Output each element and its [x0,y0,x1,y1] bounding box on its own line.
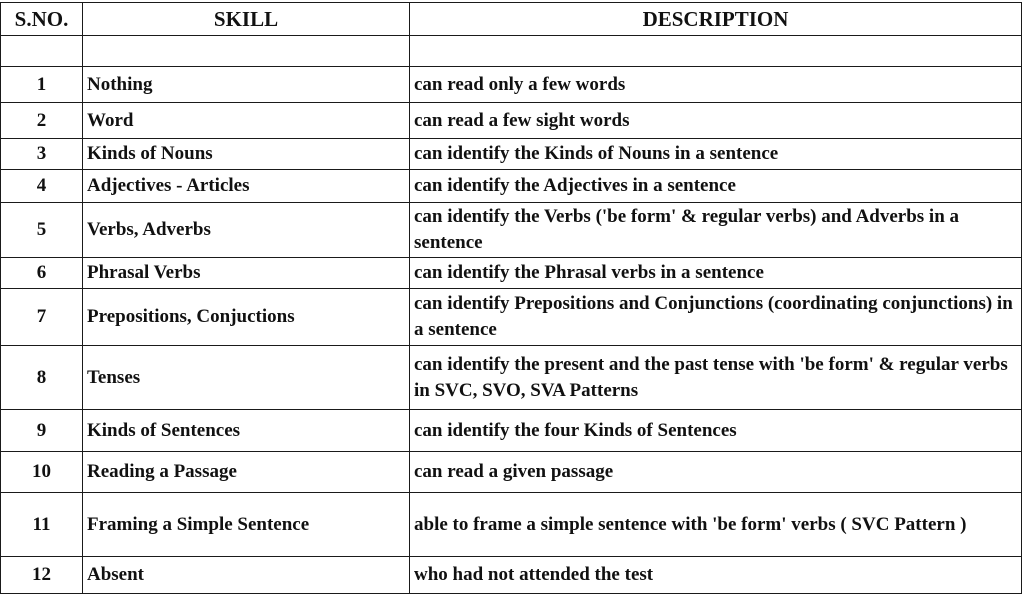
skill-cell[interactable]: Nothing [83,67,410,103]
table-row [1,346,1022,410]
table-row [1,258,1022,289]
table-row [1,410,1022,452]
description-cell[interactable]: can identify the Adjectives in a sentence [410,170,1022,203]
table-row [1,452,1022,493]
skill-cell[interactable]: Framing a Simple Sentence [83,493,410,557]
description-cell[interactable]: can read a given passage [410,452,1022,493]
description-cell[interactable]: can read only a few words [410,67,1022,103]
skill-cell[interactable]: Absent [83,557,410,594]
description-cell[interactable]: can identify the present and the past tense with 'be form' & regular verbs in SVC, SVO, SVA Patterns [410,346,1022,410]
header-skill[interactable]: SKILL [83,3,410,36]
sno-cell[interactable]: 1 [1,67,83,103]
description-cell[interactable]: can read a few sight words [410,103,1022,139]
sno-cell[interactable]: 5 [1,203,83,258]
empty-cell[interactable] [1,36,83,67]
header-row [1,3,1022,36]
skill-cell[interactable]: Word [83,103,410,139]
sno-cell[interactable]: 10 [1,452,83,493]
empty-cell[interactable] [83,36,410,67]
table-row [1,557,1022,594]
header-description[interactable]: DESCRIPTION [410,3,1022,36]
table-row [1,203,1022,258]
table-row [1,493,1022,557]
sno-cell[interactable]: 8 [1,346,83,410]
description-cell[interactable]: able to frame a simple sentence with 'be form' verbs ( SVC Pattern ) [410,493,1022,557]
description-cell[interactable]: who had not attended the test [410,557,1022,594]
skill-cell[interactable]: Kinds of Nouns [83,139,410,170]
skill-cell[interactable]: Kinds of Sentences [83,410,410,452]
sno-cell[interactable]: 7 [1,289,83,346]
skill-cell[interactable]: Adjectives - Articles [83,170,410,203]
sno-cell[interactable]: 2 [1,103,83,139]
table-row [1,139,1022,170]
skill-cell[interactable]: Verbs, Adverbs [83,203,410,258]
description-cell[interactable]: can identify the Kinds of Nouns in a sentence [410,139,1022,170]
table-row [1,67,1022,103]
table-row [1,170,1022,203]
skill-cell[interactable]: Reading a Passage [83,452,410,493]
table-row [1,289,1022,346]
sno-cell[interactable]: 4 [1,170,83,203]
description-cell[interactable]: can identify Prepositions and Conjunctions (coordinating conjunctions) in a sentence [410,289,1022,346]
sno-cell[interactable]: 9 [1,410,83,452]
description-cell[interactable]: can identify the Phrasal verbs in a sentence [410,258,1022,289]
skill-cell[interactable]: Phrasal Verbs [83,258,410,289]
table-body [1,36,1022,594]
table-row [1,103,1022,139]
skills-table [0,2,1022,594]
sno-cell[interactable]: 6 [1,258,83,289]
description-cell[interactable]: can identify the Verbs ('be form' & regular verbs) and Adverbs in a sentence [410,203,1022,258]
header-sno[interactable]: S.NO. [1,3,83,36]
empty-row [1,36,1022,67]
skill-cell[interactable]: Prepositions, Conjuctions [83,289,410,346]
empty-cell[interactable] [410,36,1022,67]
skill-cell[interactable]: Tenses [83,346,410,410]
sno-cell[interactable]: 11 [1,493,83,557]
description-cell[interactable]: can identify the four Kinds of Sentences [410,410,1022,452]
sno-cell[interactable]: 12 [1,557,83,594]
sno-cell[interactable]: 3 [1,139,83,170]
